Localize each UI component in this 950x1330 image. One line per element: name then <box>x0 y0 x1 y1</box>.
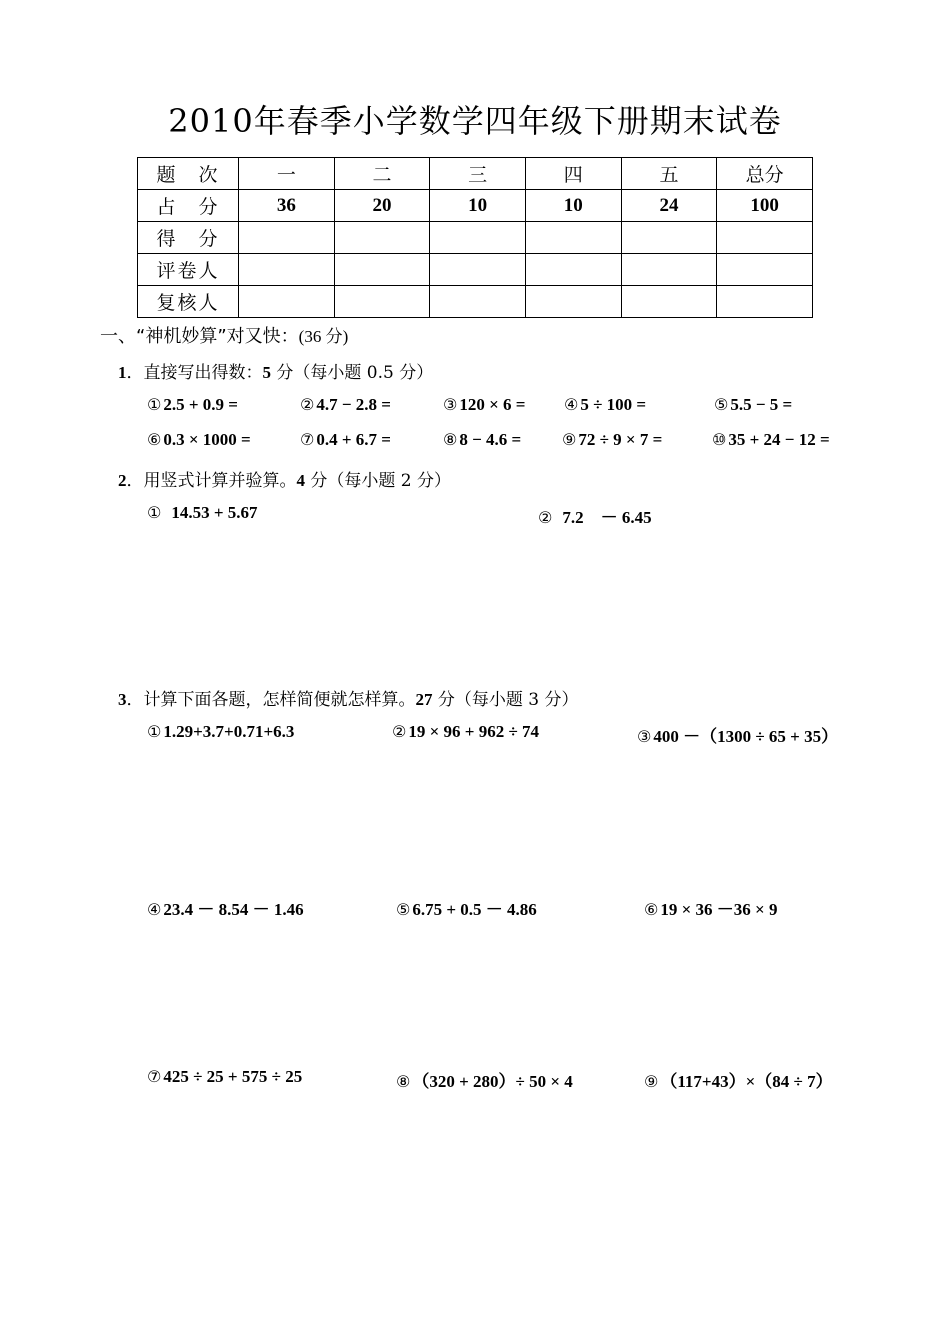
question-text: ．用竖式计算并验算。 <box>126 471 297 491</box>
question-suffix: 分（每小题 3 分） <box>437 690 579 710</box>
q1-item <box>300 430 391 450</box>
question-score: 4 <box>296 471 305 490</box>
table-cell: 一 <box>239 158 335 190</box>
item-marker: ① <box>147 503 162 522</box>
item-expression: 6.75 + 0.5 － 4.86 <box>412 900 537 919</box>
table-cell: 10 <box>430 190 526 222</box>
table-cell: 题 次 <box>138 158 239 190</box>
table-cell: 20 <box>334 190 430 222</box>
item-expression: 120 × 6 = <box>459 395 526 414</box>
item-marker: ① <box>147 395 162 414</box>
item-marker: ② <box>538 508 553 527</box>
q3-item <box>392 722 539 742</box>
q3-item <box>637 722 838 747</box>
item-marker: ⑤ <box>714 395 729 414</box>
q1-item <box>300 395 391 415</box>
question-number: 3 <box>118 690 127 709</box>
section-title: 一、“神机妙算”对又快： <box>100 326 299 347</box>
table-cell: 五 <box>621 158 717 190</box>
item-marker: ⑧ <box>443 430 458 449</box>
item-marker: ④ <box>564 395 579 414</box>
table-cell: 复核人 <box>138 286 239 318</box>
item-marker: ⑤ <box>396 900 411 919</box>
item-marker: ⑥ <box>147 430 162 449</box>
item-marker: ③ <box>637 727 652 746</box>
table-cell: 24 <box>621 190 717 222</box>
score-row <box>138 222 813 254</box>
table-cell: 三 <box>430 158 526 190</box>
question-number: 2 <box>118 471 127 490</box>
reviewer-input-cell[interactable] <box>430 286 526 318</box>
score-input-cell[interactable] <box>525 222 621 254</box>
table-header-row <box>138 158 813 190</box>
q1-item <box>712 430 830 450</box>
q1-item <box>714 395 792 415</box>
table-cell: 四 <box>525 158 621 190</box>
q3-item <box>644 1067 833 1092</box>
q3-item <box>396 895 537 920</box>
item-expression: （320 + 280）÷ 50 × 4 <box>412 1072 573 1091</box>
table-cell: 得 分 <box>138 222 239 254</box>
question-1-heading <box>118 358 433 383</box>
item-expression: 0.4 + 6.7 = <box>316 430 391 449</box>
item-expression: 8 − 4.6 = <box>459 430 522 449</box>
item-marker: ⑦ <box>147 1067 162 1086</box>
question-score: 5 <box>262 363 271 382</box>
question-3-heading <box>118 685 579 710</box>
item-expression: 4.7 − 2.8 = <box>316 395 391 414</box>
reviewer-row <box>138 286 813 318</box>
score-input-cell[interactable] <box>239 222 335 254</box>
q1-item <box>147 395 238 415</box>
item-expression: 14.53 + 5.67 <box>171 503 258 522</box>
score-table <box>137 157 813 318</box>
item-marker: ② <box>300 395 315 414</box>
table-cell: 占 分 <box>138 190 239 222</box>
q3-item <box>644 895 777 920</box>
grader-row <box>138 254 813 286</box>
grader-input-cell[interactable] <box>525 254 621 286</box>
item-marker: ① <box>147 722 162 741</box>
score-input-cell[interactable] <box>334 222 430 254</box>
grader-input-cell[interactable] <box>334 254 430 286</box>
grader-input-cell[interactable] <box>239 254 335 286</box>
question-suffix: 分（每小题 0.5 分） <box>276 363 434 383</box>
item-marker: ⑧ <box>396 1072 411 1091</box>
section-1-heading <box>100 322 348 348</box>
table-cell: 总分 <box>717 158 813 190</box>
item-expression: 35 + 24 − 12 = <box>728 430 830 449</box>
item-expression: 425 ÷ 25 + 575 ÷ 25 <box>163 1067 303 1086</box>
item-marker: ③ <box>443 395 458 414</box>
q1-item <box>562 430 662 450</box>
grader-input-cell[interactable] <box>621 254 717 286</box>
q3-item <box>147 1067 302 1087</box>
item-expression: 400 －（1300 ÷ 65 + 35） <box>653 727 839 746</box>
item-expression: （117+43）×（84 ÷ 7） <box>660 1072 833 1091</box>
item-expression: 19 × 36 －36 × 9 <box>660 900 778 919</box>
item-expression: 23.4 － 8.54 － 1.46 <box>163 900 304 919</box>
q3-item <box>147 722 294 742</box>
q1-item <box>564 395 646 415</box>
item-expression: 1.29+3.7+0.71+6.3 <box>163 722 295 741</box>
score-input-cell[interactable] <box>430 222 526 254</box>
item-expression: 5 ÷ 100 = <box>580 395 647 414</box>
reviewer-input-cell[interactable] <box>239 286 335 318</box>
table-cell: 二 <box>334 158 430 190</box>
question-text: ．计算下面各题，怎样简便就怎样算。 <box>126 690 416 710</box>
item-marker: ⑥ <box>644 900 659 919</box>
table-cell: 评卷人 <box>138 254 239 286</box>
item-marker: ⑩ <box>712 430 727 449</box>
q1-item <box>443 395 525 415</box>
grader-input-cell[interactable] <box>717 254 813 286</box>
exam-title: 2010年春季小学数学四年级下册期末试卷 <box>168 102 782 140</box>
item-expression: 5.5 − 5 = <box>730 395 793 414</box>
score-input-cell[interactable] <box>621 222 717 254</box>
table-cell: 36 <box>239 190 335 222</box>
q3-item <box>147 895 304 920</box>
question-number: 1 <box>118 363 127 382</box>
item-marker: ⑨ <box>644 1072 659 1091</box>
q1-item <box>443 430 521 450</box>
question-suffix: 分（每小题 2 分） <box>310 471 452 491</box>
q2-item <box>147 503 258 523</box>
item-marker: ② <box>392 722 407 741</box>
table-cell: 100 <box>717 190 813 222</box>
grader-input-cell[interactable] <box>430 254 526 286</box>
reviewer-input-cell[interactable] <box>525 286 621 318</box>
question-2-heading <box>118 466 451 491</box>
item-marker: ④ <box>147 900 162 919</box>
q1-item <box>147 430 251 450</box>
item-expression: 19 × 96 + 962 ÷ 74 <box>408 722 540 741</box>
score-input-cell[interactable] <box>717 222 813 254</box>
points-row <box>138 190 813 222</box>
item-marker: ⑨ <box>562 430 577 449</box>
item-marker: ⑦ <box>300 430 315 449</box>
reviewer-input-cell[interactable] <box>717 286 813 318</box>
reviewer-input-cell[interactable] <box>621 286 717 318</box>
item-expression: 72 ÷ 9 × 7 = <box>578 430 663 449</box>
q2-item <box>538 503 652 528</box>
question-text: ．直接写出得数： <box>126 363 263 383</box>
item-expression: 7.2 － 6.45 <box>562 508 652 527</box>
q3-item <box>396 1067 573 1092</box>
item-expression: 2.5 + 0.9 = <box>163 395 238 414</box>
section-points: (36 分) <box>298 327 349 346</box>
reviewer-input-cell[interactable] <box>334 286 430 318</box>
question-score: 27 <box>415 690 433 709</box>
item-expression: 0.3 × 1000 = <box>163 430 251 449</box>
table-cell: 10 <box>525 190 621 222</box>
